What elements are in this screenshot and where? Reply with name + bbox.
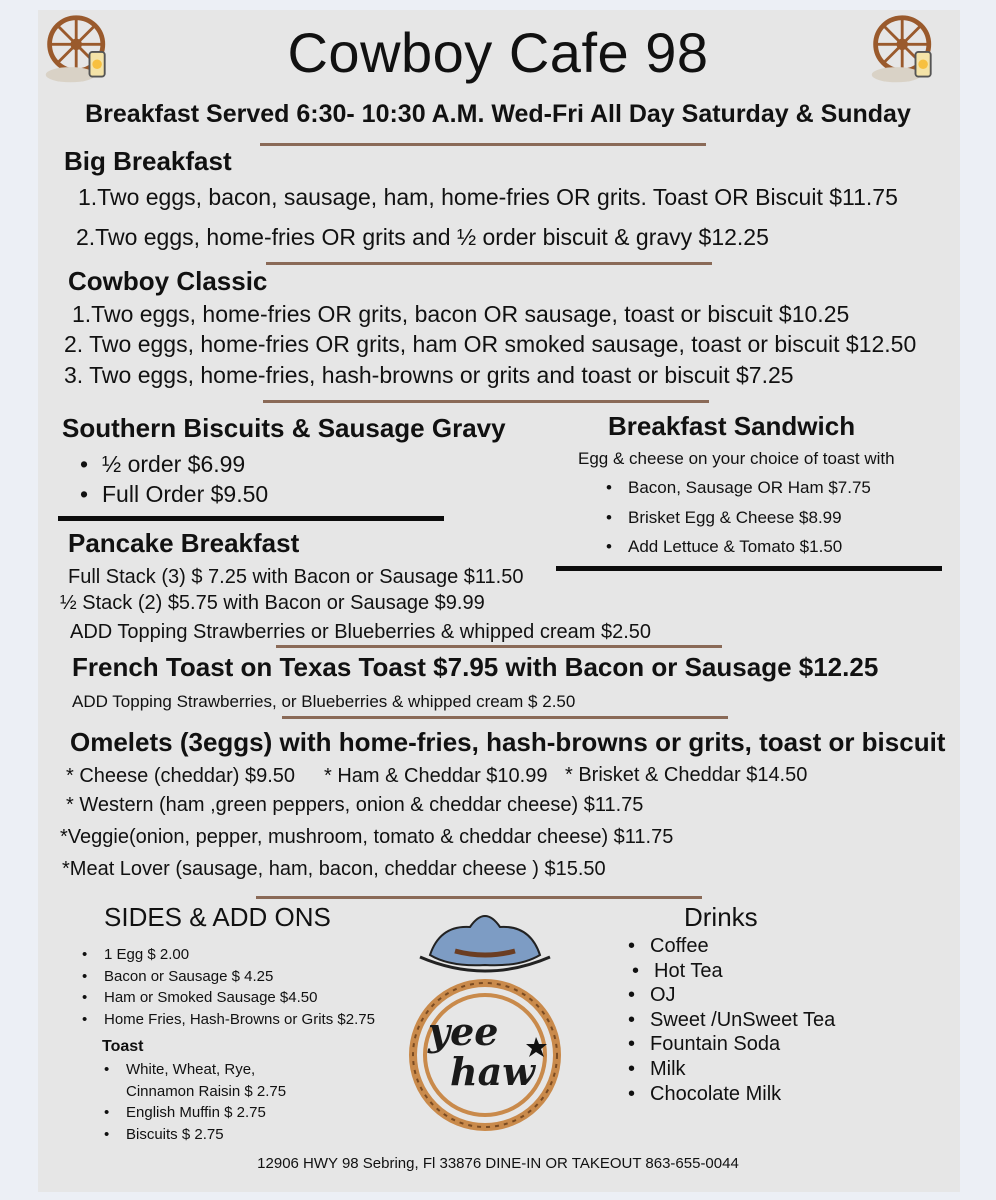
menu-item: 1.Two eggs, home-fries OR grits, bacon OR sausage, toast or biscuit $10.25 bbox=[72, 301, 850, 327]
divider bbox=[58, 516, 444, 521]
big-breakfast-heading: Big Breakfast bbox=[64, 146, 232, 176]
menu-item: Full Stack (3) $ 7.25 with Bacon or Sausage $11.50 bbox=[68, 566, 524, 588]
menu-item: • Add Lettuce & Tomato $1.50 bbox=[606, 537, 842, 557]
toast-heading: Toast bbox=[102, 1038, 144, 1055]
sandwich-heading: Breakfast Sandwich bbox=[608, 411, 856, 441]
menu-item: • Full Order $9.50 bbox=[80, 481, 268, 508]
toast-item: • White, Wheat, Rye, bbox=[104, 1059, 286, 1081]
pancake-heading: Pancake Breakfast bbox=[68, 528, 300, 558]
hours-subtitle: Breakfast Served 6:30- 10:30 A.M. Wed-Fri All Day Saturday & Sunday bbox=[85, 100, 911, 128]
drink-item: • Fountain Soda bbox=[628, 1032, 835, 1057]
drink-item: • Coffee bbox=[628, 934, 835, 959]
menu-item: ADD Topping Strawberries, or Blueberries & whipped cream $ 2.50 bbox=[72, 692, 576, 711]
menu-item: 2.Two eggs, home-fries OR grits and ½ order biscuit & gravy $12.25 bbox=[76, 224, 769, 250]
menu-item: • Brisket Egg & Cheese $8.99 bbox=[606, 508, 842, 528]
divider bbox=[266, 262, 712, 265]
menu-item: * Ham & Cheddar $10.99 bbox=[324, 765, 548, 787]
drink-item: • Hot Tea bbox=[628, 959, 835, 984]
menu-item: 2. Two eggs, home-fries OR grits, ham OR smoked sausage, toast or biscuit $12.50 bbox=[64, 331, 917, 357]
footer-address: 12906 HWY 98 Sebring, Fl 33876 DINE-IN OR TAKEOUT 863-655-0044 bbox=[257, 1155, 739, 1172]
haw-text: haw bbox=[450, 1049, 535, 1094]
divider bbox=[260, 143, 706, 146]
menu-item: *Veggie(onion, pepper, mushroom, tomato & cheddar cheese) $11.75 bbox=[60, 826, 674, 848]
menu-item: 3. Two eggs, home-fries, hash-browns or grits and toast or biscuit $7.25 bbox=[64, 362, 794, 388]
divider bbox=[256, 896, 702, 899]
cowboy-classic-heading: Cowboy Classic bbox=[68, 266, 268, 296]
cowboy-hat-icon bbox=[420, 916, 550, 971]
toast-item: • Biscuits $ 2.75 bbox=[104, 1124, 286, 1146]
sides-heading: SIDES & ADD ONS bbox=[104, 902, 331, 932]
menu-item: * Cheese (cheddar) $9.50 bbox=[66, 765, 296, 787]
menu-item: • Bacon, Sausage OR Ham $7.75 bbox=[606, 478, 871, 498]
drink-item: • Sweet /UnSweet Tea bbox=[628, 1008, 835, 1033]
divider bbox=[263, 400, 709, 403]
sandwich-intro: Egg & cheese on your choice of toast with bbox=[578, 449, 895, 468]
menu-item: • ½ order $6.99 bbox=[80, 451, 245, 478]
menu-item: ADD Topping Strawberries or Blueberries & whipped cream $2.50 bbox=[70, 621, 652, 643]
menu-item: 1.Two eggs, bacon, sausage, ham, home-fries OR grits. Toast OR Biscuit $11.75 bbox=[78, 184, 898, 210]
french-toast-heading: French Toast on Texas Toast $7.95 with Bacon or Sausage $12.25 bbox=[72, 652, 879, 682]
toast-item: • English Muffin $ 2.75 bbox=[104, 1102, 286, 1124]
biscuits-heading: Southern Biscuits & Sausage Gravy bbox=[62, 413, 506, 443]
menu-item: * Brisket & Cheddar $14.50 bbox=[565, 764, 808, 786]
side-item: • Bacon or Sausage $ 4.25 bbox=[82, 966, 375, 988]
menu-item: * Western (ham ,green peppers, onion & cheddar cheese) $11.75 bbox=[66, 794, 644, 816]
divider bbox=[556, 566, 942, 571]
drink-item: • OJ bbox=[628, 983, 835, 1008]
yeehaw-rope-logo bbox=[400, 905, 570, 1145]
side-item: • Home Fries, Hash-Browns or Grits $2.75 bbox=[82, 1009, 375, 1031]
yee-text: yee bbox=[428, 1009, 499, 1054]
side-item: • 1 Egg $ 2.00 bbox=[82, 944, 375, 966]
divider bbox=[282, 716, 728, 719]
menu-item: *Meat Lover (sausage, ham, bacon, cheddar cheese ) $15.50 bbox=[62, 858, 606, 880]
toast-item: Cinnamon Raisin $ 2.75 bbox=[126, 1082, 287, 1100]
menu-item: ½ Stack (2) $5.75 with Bacon or Sausage $9.99 bbox=[60, 592, 485, 614]
drinks-heading: Drinks bbox=[684, 902, 758, 932]
drink-item: • Milk bbox=[628, 1057, 835, 1082]
side-item: • Ham or Smoked Sausage $4.50 bbox=[82, 987, 375, 1009]
divider bbox=[276, 645, 722, 648]
drink-item: • Chocolate Milk bbox=[628, 1082, 835, 1107]
omelets-heading: Omelets (3eggs) with home-fries, hash-browns or grits, toast or biscuit bbox=[70, 727, 946, 757]
page-title: Cowboy Cafe 98 bbox=[287, 21, 709, 84]
